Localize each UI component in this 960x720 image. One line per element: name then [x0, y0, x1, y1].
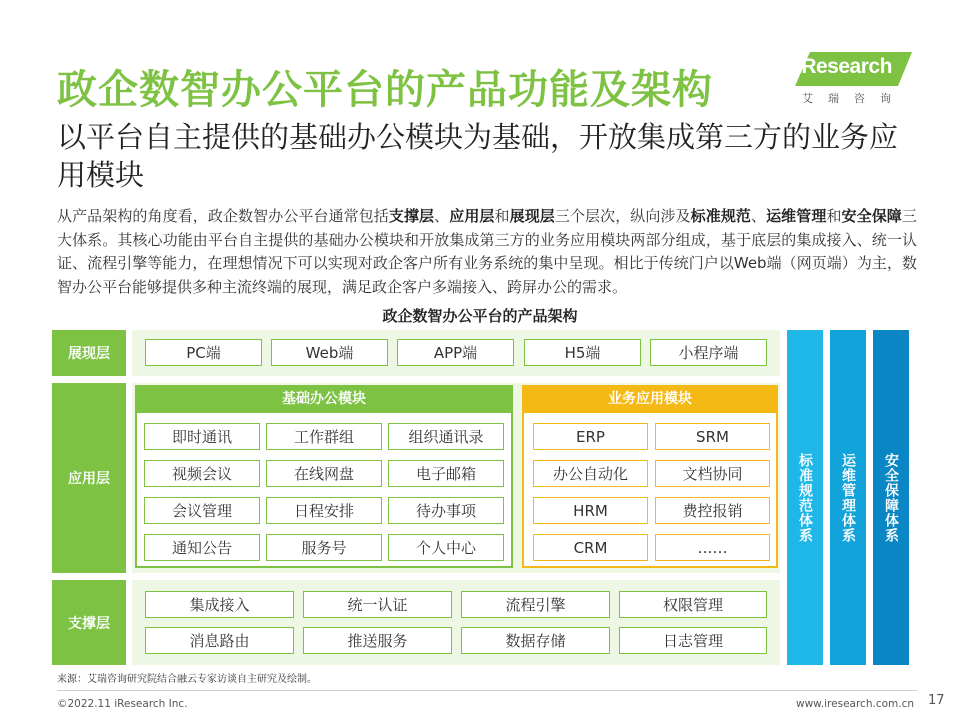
footer-website[interactable]: www.iresearch.com.cn — [796, 698, 915, 710]
page-number: 17 — [928, 693, 945, 708]
basic-item-contacts: 组织通讯录 — [388, 423, 504, 450]
support-layer-label: 支撑层 — [52, 580, 126, 665]
support-item-permission: 权限管理 — [619, 591, 767, 618]
basic-item-cloud-drive: 在线网盘 — [266, 460, 382, 487]
vertical-standards-label: 标准规范体系 — [797, 452, 813, 543]
business-item-more: …… — [655, 534, 770, 561]
basic-item-notice: 通知公告 — [144, 534, 260, 561]
support-item-workflow: 流程引擎 — [461, 591, 610, 618]
vertical-operations — [830, 330, 866, 665]
intro-keyword: 展现层 — [509, 207, 555, 225]
basic-item-service-account: 服务号 — [266, 534, 382, 561]
business-item-oa: 办公自动化 — [533, 460, 648, 487]
page-subtitle: 以平台自主提供的基础办公模块为基础，开放集成第三方的业务应用模块 — [57, 120, 899, 192]
diagram-title: 政企数智办公平台的产品架构 — [382, 307, 578, 325]
business-module-title: 业务应用模块 — [522, 385, 778, 411]
intro-keyword: 标准规范 — [690, 207, 751, 225]
basic-item-schedule: 日程安排 — [266, 497, 382, 524]
presentation-item-app: APP端 — [397, 339, 514, 366]
footer-copyright: ©2022.11 iResearch Inc. — [57, 698, 188, 710]
basic-module-box — [135, 411, 513, 568]
basic-item-im: 即时通讯 — [144, 423, 260, 450]
vertical-operations-label: 运维管理体系 — [840, 452, 856, 543]
support-item-integration: 集成接入 — [145, 591, 294, 618]
support-item-storage: 数据存储 — [461, 627, 610, 654]
business-module-box — [522, 411, 778, 568]
presentation-item-pc: PC端 — [145, 339, 262, 366]
basic-item-personal-center: 个人中心 — [388, 534, 504, 561]
vertical-security-label: 安全保障体系 — [883, 452, 899, 543]
presentation-item-h5: H5端 — [524, 339, 641, 366]
intro-text: 从产品架构的角度看，政企数智办公平台通常包括 — [57, 207, 389, 225]
support-layer-panel — [132, 580, 780, 665]
business-item-srm: SRM — [655, 423, 770, 450]
intro-text: 三个层次，纵向涉及 — [554, 207, 691, 225]
presentation-layer-label: 展现层 — [52, 330, 126, 376]
logo-subtitle: 艾瑞咨询 — [802, 92, 906, 105]
support-item-push: 推送服务 — [303, 627, 452, 654]
presentation-item-miniprogram: 小程序端 — [650, 339, 767, 366]
footer-divider — [57, 690, 917, 691]
intro-keyword: 应用层 — [449, 207, 495, 225]
presentation-layer-panel — [132, 330, 780, 376]
intro-paragraph — [57, 205, 917, 299]
business-item-crm: CRM — [533, 534, 648, 561]
intro-text: 、 — [751, 207, 767, 225]
business-item-doc-collab: 文档协同 — [655, 460, 770, 487]
intro-keyword: 支撑层 — [388, 207, 435, 225]
basic-item-email: 电子邮箱 — [388, 460, 504, 487]
basic-item-video-meeting: 视频会议 — [144, 460, 260, 487]
page-title: 政企数智办公平台的产品功能及架构 — [57, 67, 713, 113]
business-item-erp: ERP — [533, 423, 648, 450]
support-item-message-routing: 消息路由 — [145, 627, 294, 654]
intro-text: 、 — [434, 207, 450, 225]
vertical-security — [873, 330, 909, 665]
logo-text: iResearch — [796, 55, 892, 78]
basic-item-workgroup: 工作群组 — [266, 423, 382, 450]
vertical-standards — [787, 330, 823, 665]
basic-module-title: 基础办公模块 — [135, 385, 513, 411]
intro-text: 三大体系。其核心功能由平台自主提供的基础办公模块和开放集成第三方的业务应用模块两部分组成，基于底层的集成接入、统一认证、流程引擎等能力，在理想情况下可以实现对政企客户所有业务系统的集中呈现。相比于传统门户以Web端（网页端）为主，数智办公平台能够提供多种主流终端的展现，满足政企客户多端接入、跨屏办公的需求。 — [57, 207, 917, 296]
source-note: 来源：艾瑞咨询研究院结合融云专家访谈自主研究及绘制。 — [57, 674, 317, 685]
iresearch-logo — [792, 52, 912, 110]
basic-item-todo: 待办事项 — [388, 497, 504, 524]
support-item-auth: 统一认证 — [303, 591, 452, 618]
presentation-item-web: Web端 — [271, 339, 388, 366]
support-item-logs: 日志管理 — [619, 627, 767, 654]
business-item-expense: 费控报销 — [655, 497, 770, 524]
intro-text: 和 — [494, 207, 510, 225]
basic-item-meeting-mgmt: 会议管理 — [144, 497, 260, 524]
application-layer-label: 应用层 — [52, 383, 126, 573]
intro-keyword: 运维管理 — [766, 207, 827, 225]
business-item-hrm: HRM — [533, 497, 648, 524]
intro-keyword: 安全保障 — [841, 207, 902, 225]
intro-text: 和 — [826, 207, 842, 225]
